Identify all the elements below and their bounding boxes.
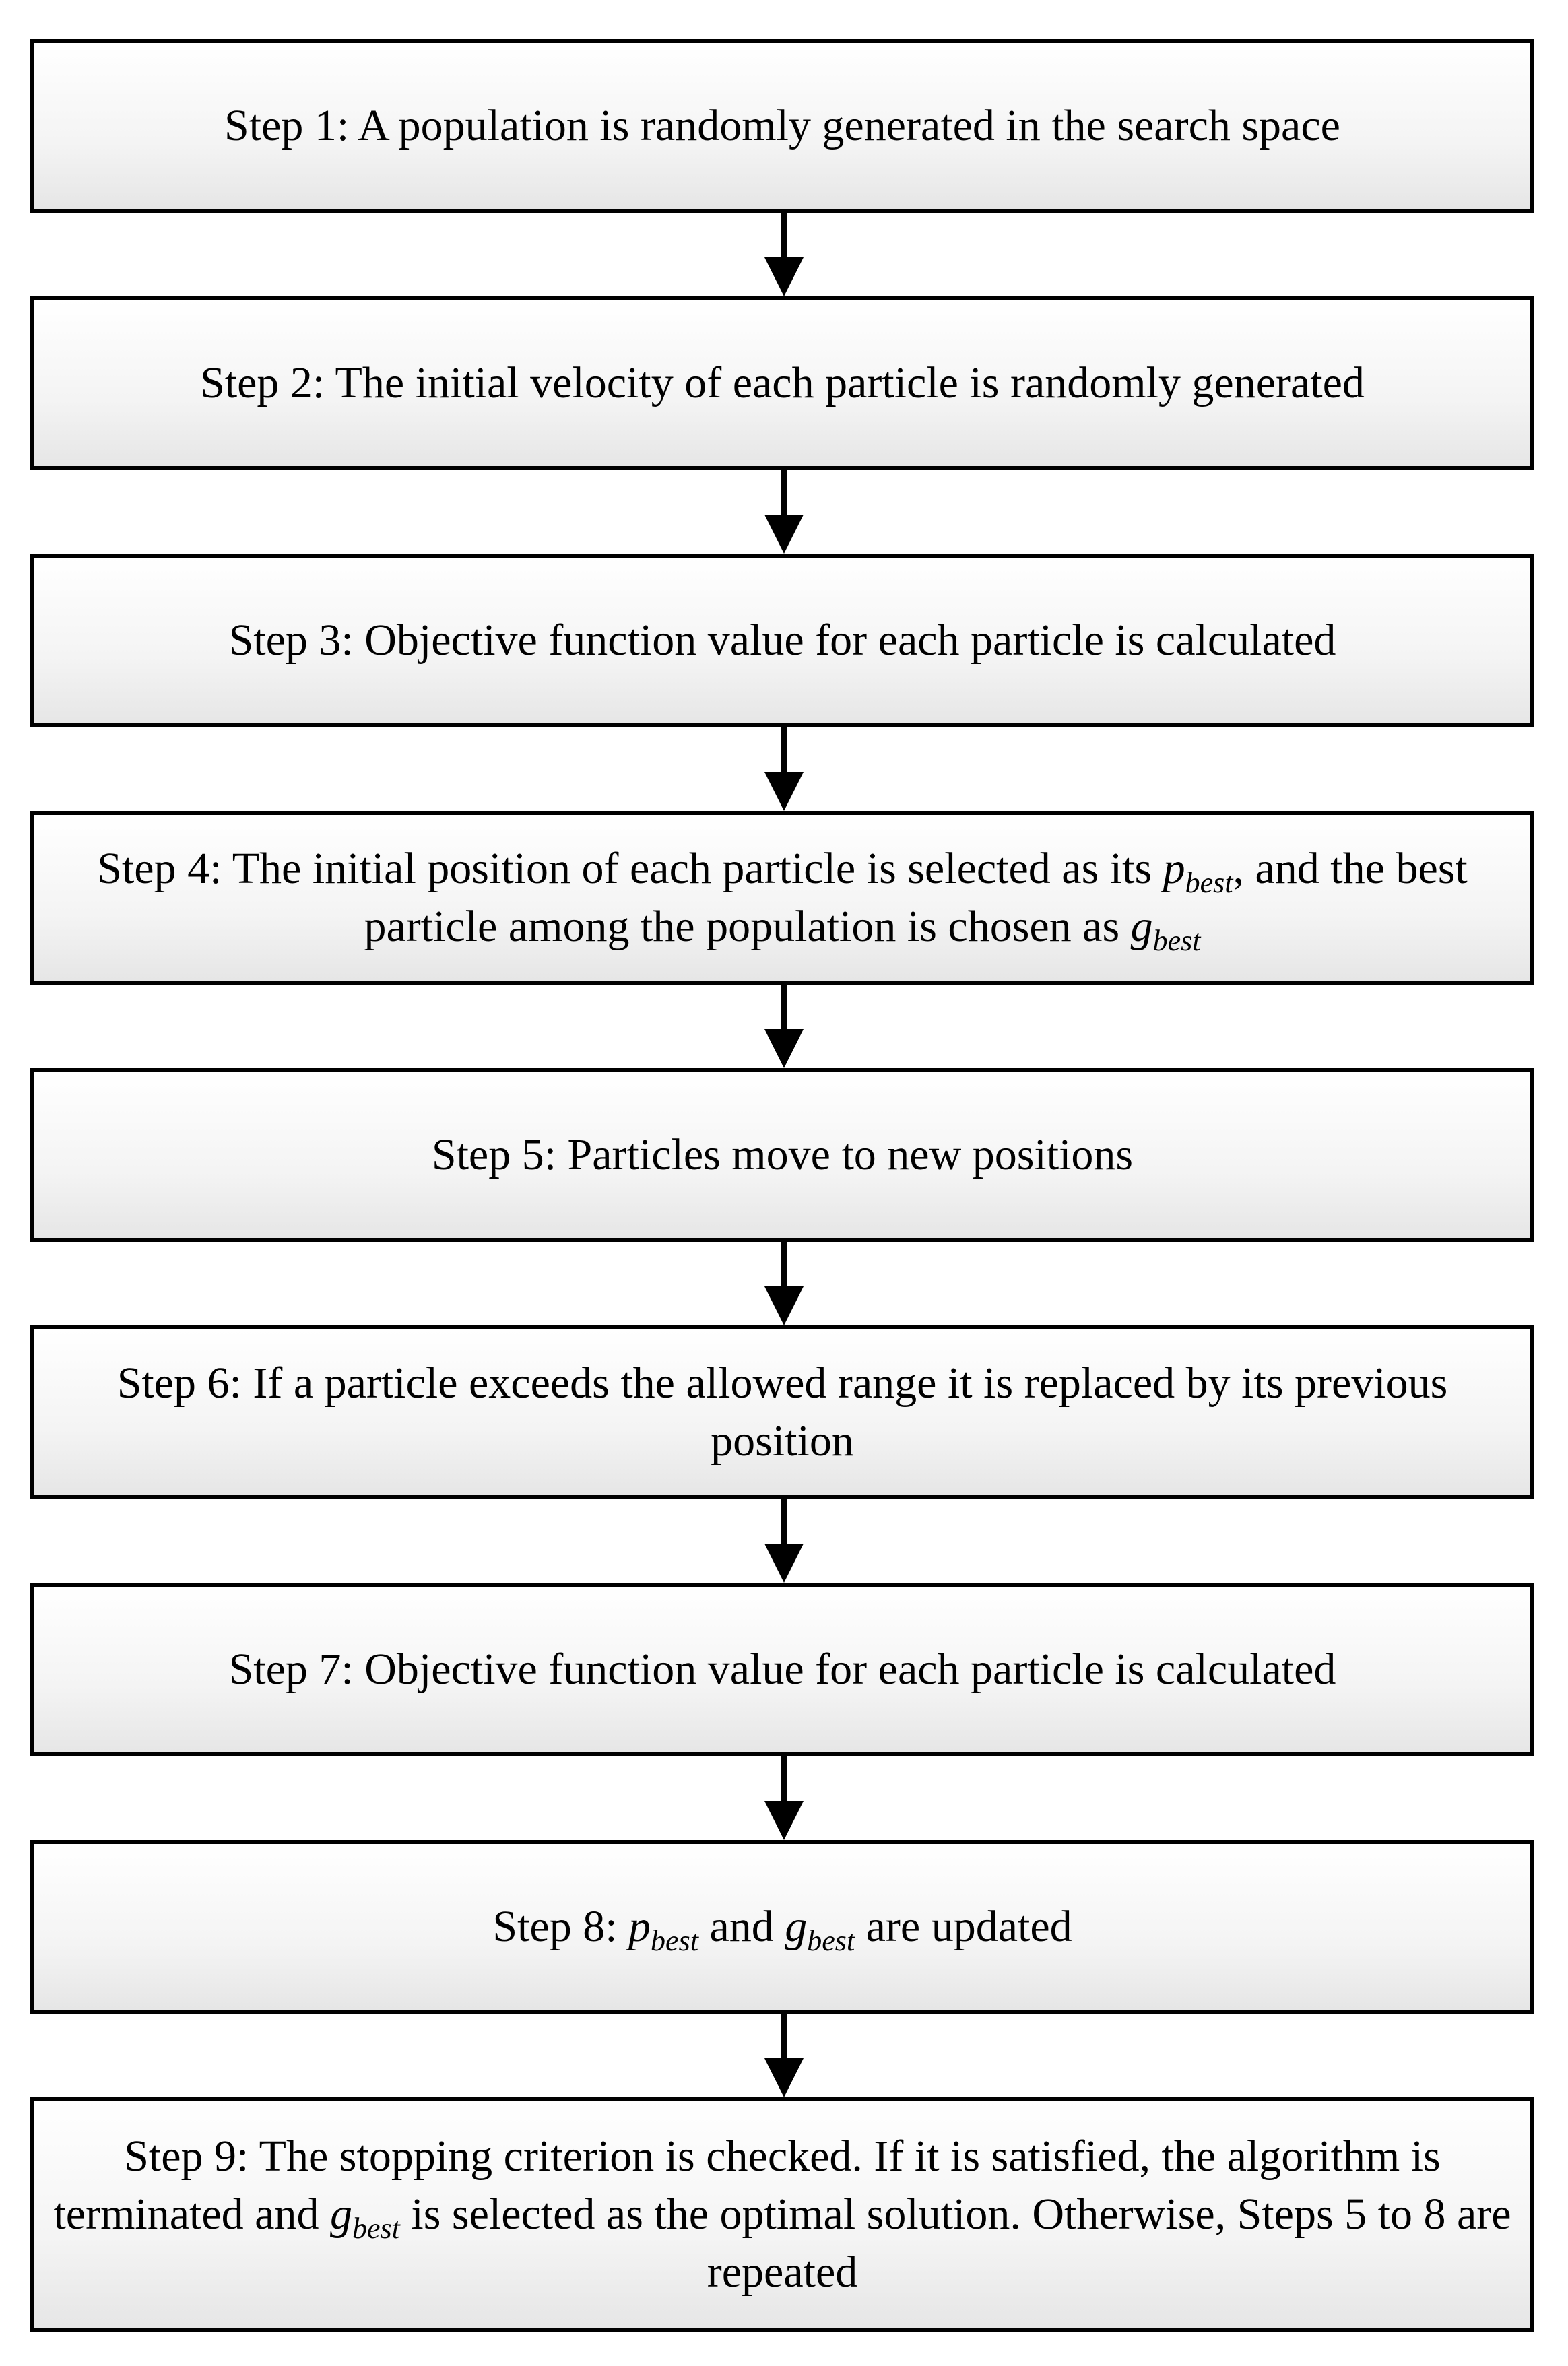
step-4-box	[30, 811, 1534, 985]
step-5-label: Step 5: Particles move to new positions	[431, 1130, 1134, 1179]
step-8-text-part1: Step 8:	[492, 1902, 629, 1951]
step-9-text-part1: Step 9: The stopping criterion is checked. If it is satisfied, the algorithm is terminated and	[53, 2132, 1441, 2239]
step-2-box	[30, 296, 1534, 470]
step-7-label: Step 7: Objective function value for each particle is calculated	[228, 1645, 1336, 1694]
arrow-2-to-3	[764, 470, 804, 554]
arrow-shaft	[781, 213, 787, 260]
step-6-box	[30, 1325, 1534, 1499]
g-best-symbol	[329, 2190, 400, 2245]
symbol-base: g	[329, 2190, 352, 2239]
symbol-subscript: best	[807, 1924, 855, 1957]
arrow-1-to-2	[764, 213, 804, 296]
arrow-head	[764, 1029, 804, 1068]
symbol-base: g	[785, 1902, 808, 1951]
step-1-label: Step 1: A population is randomly generated in the search space	[224, 101, 1340, 150]
arrow-8-to-9	[764, 2014, 804, 2097]
arrow-head	[764, 1801, 804, 1840]
arrow-shaft	[781, 2014, 787, 2061]
arrow-3-to-4	[764, 727, 804, 811]
symbol-subscript: best	[1152, 924, 1201, 957]
step-8-box	[30, 1840, 1534, 2014]
step-3-box	[30, 554, 1534, 727]
arrow-shaft	[781, 1499, 787, 1546]
step-4-label	[51, 840, 1514, 956]
step-4-text-part1: Step 4: The initial position of each particle is selected as its	[97, 844, 1163, 893]
arrow-shaft	[781, 727, 787, 775]
step-8-label	[492, 1898, 1072, 1956]
step-9-box	[30, 2097, 1534, 2332]
g-best-symbol	[1130, 902, 1201, 957]
arrow-head	[764, 1544, 804, 1583]
arrow-4-to-5	[764, 985, 804, 1068]
step-7-box	[30, 1583, 1534, 1756]
step-1-box	[30, 39, 1534, 213]
g-best-symbol	[785, 1902, 855, 1957]
arrow-head	[764, 1286, 804, 1325]
arrow-6-to-7	[764, 1499, 804, 1583]
step-9-text-part2: is selected as the optimal solution. Otherwise, Steps 5 to 8 are repeated	[399, 2190, 1511, 2297]
arrow-5-to-6	[764, 1242, 804, 1325]
arrow-shaft	[781, 985, 787, 1032]
symbol-subscript: best	[1185, 866, 1233, 899]
arrow-head	[764, 772, 804, 811]
step-3-label: Step 3: Objective function value for each particle is calculated	[228, 616, 1336, 665]
symbol-base: p	[628, 1902, 651, 1951]
arrow-shaft	[781, 1242, 787, 1289]
arrow-head	[764, 2058, 804, 2097]
arrow-head	[764, 515, 804, 554]
step-4-text-part2: , and the best particle among the population is chosen as	[364, 844, 1468, 951]
symbol-base: g	[1130, 902, 1153, 951]
step-5-box	[30, 1068, 1534, 1242]
symbol-subscript: best	[651, 1924, 698, 1957]
symbol-base: p	[1163, 844, 1185, 893]
arrow-head	[764, 257, 804, 296]
arrow-shaft	[781, 1756, 787, 1804]
step-8-text-part2: and	[698, 1902, 785, 1951]
arrow-7-to-8	[764, 1756, 804, 1840]
step-8-text-part3: are updated	[855, 1902, 1072, 1951]
symbol-subscript: best	[352, 2212, 400, 2245]
step-6-label: Step 6: If a particle exceeds the allowed range it is replaced by its previous position	[117, 1358, 1448, 1466]
step-2-label: Step 2: The initial velocity of each particle is randomly generated	[200, 358, 1365, 407]
p-best-symbol	[628, 1902, 698, 1957]
step-9-label	[51, 2128, 1514, 2301]
p-best-symbol	[1163, 844, 1233, 899]
arrow-shaft	[781, 470, 787, 517]
